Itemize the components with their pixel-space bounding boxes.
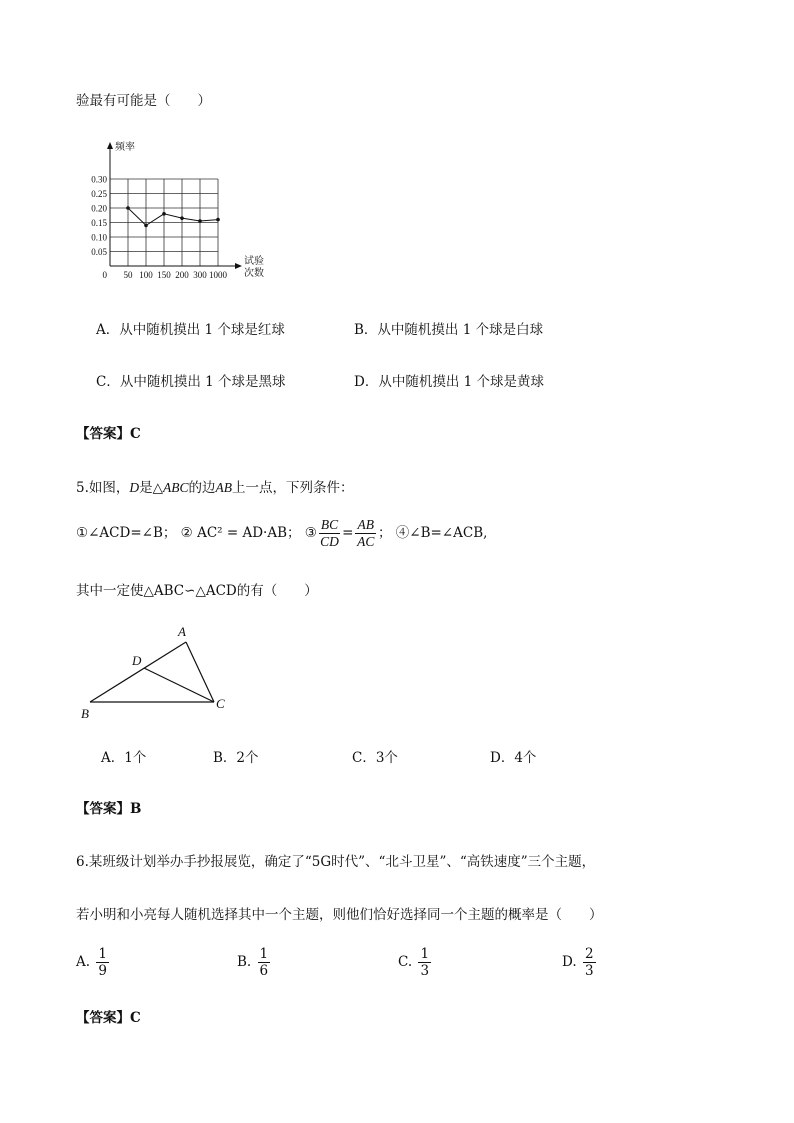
- q5-option-c: C．3个: [352, 750, 398, 766]
- q4-stem-tail: 验最有可能是（ ）: [76, 93, 211, 109]
- y-tick-label: 0.15: [91, 218, 107, 228]
- data-point-1000: [216, 218, 220, 222]
- q5-option-b: B．2个: [213, 750, 259, 766]
- x-axis-label-line1: 试验: [244, 256, 264, 267]
- q4-option-c: C．从中随机摸出 1 个球是黑球: [96, 374, 286, 390]
- data-point-200: [180, 216, 184, 220]
- triangle-figure: [78, 622, 238, 722]
- x-tick-label: 50: [123, 270, 133, 280]
- q6-line1: 6.某班级计划举办手抄报展览，确定了“5G时代”、“北斗卫星”、“高铁速度”三个主题，: [76, 854, 596, 870]
- q5-option-d: D．4个: [490, 750, 537, 766]
- x-tick-label: 200: [175, 270, 189, 280]
- q6-option-b: B. $\frac{1}{6}$: [237, 946, 269, 979]
- q5-cond3-right-frac: $\frac{AB}{AC}$: [357, 517, 375, 549]
- q5-conditions: ①∠ACD=∠B； ② AC² = AD·AB； ③ $\frac{BC}{CD}$ = $\frac{AB}{AC}$ ； ④∠B=∠ACB,: [76, 517, 488, 549]
- x-tick-label: 150: [157, 270, 171, 280]
- y-tick-label: 0.30: [91, 174, 107, 185]
- y-tick-label: 0.10: [91, 232, 107, 243]
- q5-cond4: ④∠B=∠ACB,: [395, 525, 488, 541]
- segment-dc: [144, 668, 214, 702]
- data-point-150: [162, 212, 166, 216]
- q6-answer: 【答案】C: [76, 1010, 141, 1026]
- data-point-300: [198, 219, 202, 223]
- q6-option-a: A. $\frac{1}{9}$: [76, 946, 107, 979]
- data-point-100: [144, 224, 148, 228]
- x-axis-arrow: [235, 263, 242, 269]
- x-tick-label: 300: [193, 270, 207, 280]
- label-a: A: [178, 624, 186, 639]
- y-tick-label: 0.25: [91, 189, 107, 199]
- segment-ba: [90, 642, 186, 702]
- label-b: B: [81, 706, 89, 721]
- q6-option-c: C. $\frac{1}{3}$: [398, 946, 430, 979]
- data-point-50: [126, 206, 130, 210]
- q5-cond1: ①∠ACD=∠B；: [76, 525, 177, 541]
- q5-cond3-left-frac: $\frac{BC}{CD}$: [320, 517, 339, 549]
- q4-option-b: B．从中随机摸出 1 个球是白球: [354, 322, 544, 338]
- q5-stem: 5.如图，D是△ABC的边AB上一点，下列条件：: [76, 480, 354, 496]
- label-d: D: [132, 653, 142, 668]
- frequency-chart: [80, 138, 270, 283]
- x-tick-label: 1000: [209, 270, 227, 280]
- q4-option-a: A．从中随机摸出 1 个球是红球: [96, 322, 285, 338]
- origin-label: 0: [102, 270, 107, 280]
- y-tick-label: 0.05: [91, 247, 107, 257]
- q6-option-d: D. $\frac{2}{3}$: [562, 946, 594, 979]
- q5-answer: 【答案】B: [76, 801, 142, 817]
- q4-option-d: D．从中随机摸出 1 个球是黄球: [354, 374, 544, 390]
- y-axis-arrow: [107, 142, 113, 149]
- q4-answer: 【答案】C: [76, 426, 141, 442]
- label-c: C: [216, 696, 225, 711]
- x-tick-label: 100: [139, 270, 153, 280]
- q5-option-a: A．1个: [101, 750, 147, 766]
- x-axis-label-line2: 次数: [244, 268, 264, 279]
- q5-ask: 其中一定使△ABC∽△ACD的有（ ）: [76, 583, 318, 599]
- y-axis-label: 频率: [115, 142, 135, 153]
- segment-ac: [186, 642, 214, 702]
- q6-line2: 若小明和小亮每人随机选择其中一个主题，则他们恰好选择同一个主题的概率是（ ）: [76, 907, 603, 923]
- q5-cond2: ② AC² = AD·AB；: [180, 525, 301, 541]
- y-tick-label: 0.20: [91, 203, 107, 214]
